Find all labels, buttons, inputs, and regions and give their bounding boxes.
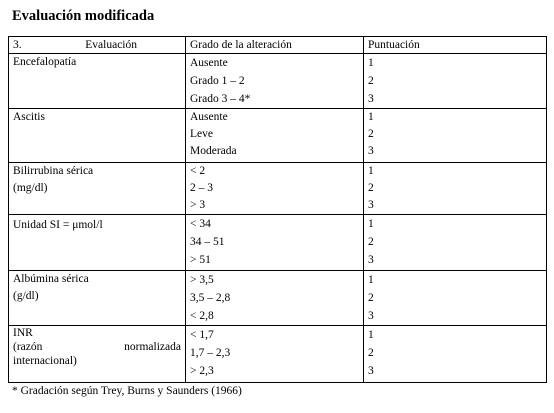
row-label: Unidad SI = μmol/l — [13, 219, 103, 231]
table-row — [9, 163, 547, 215]
row-label-unit: (g/dl) — [13, 290, 39, 302]
score-value: 3 — [368, 145, 374, 157]
score-value: 3 — [368, 199, 374, 211]
grade-value: < 2 — [190, 165, 206, 177]
header-score-cell — [364, 37, 547, 54]
row-label: Albúmina sérica — [13, 273, 89, 285]
grade-value: 34 – 51 — [190, 236, 225, 248]
table-row — [9, 109, 547, 163]
score-value: 3 — [368, 365, 374, 377]
header-score: Puntuación — [368, 39, 420, 51]
header-alteration: Grado de la alteración — [190, 39, 292, 51]
score-value: 2 — [368, 75, 374, 87]
grade-value: > 2,3 — [190, 365, 214, 377]
score-value: 2 — [368, 292, 374, 304]
grade-value: 3,5 – 2,8 — [190, 292, 231, 304]
table-row — [9, 271, 547, 326]
row-scores-cell — [364, 163, 547, 215]
row-label-description — [13, 340, 181, 354]
row-label-cell — [9, 109, 186, 163]
score-value: 3 — [368, 93, 374, 105]
score-value: 3 — [368, 310, 374, 322]
score-value: 2 — [368, 182, 374, 194]
row-label: Ascitis — [13, 111, 45, 123]
score-value: 2 — [368, 347, 374, 359]
score-value: 1 — [368, 329, 374, 341]
row-grades-cell — [186, 163, 364, 215]
score-value: 3 — [368, 254, 374, 266]
row-label-word: normalizada — [124, 341, 181, 353]
row-label-word: internacional) — [13, 355, 77, 367]
header-alteration-cell — [186, 37, 364, 54]
score-value: 1 — [368, 111, 374, 123]
grade-value: Grado 1 – 2 — [190, 75, 245, 87]
grade-value: > 3 — [190, 199, 206, 211]
grade-value: Ausente — [190, 57, 228, 69]
row-label-cell — [9, 326, 186, 383]
row-scores-cell — [364, 54, 547, 109]
row-label: Bilirrubina sérica — [13, 165, 94, 177]
row-label-cell — [9, 54, 186, 109]
header-number: 3. — [13, 39, 22, 51]
grade-value: 1,7 – 2,3 — [190, 347, 231, 359]
table-row — [9, 215, 547, 271]
score-value: 1 — [368, 218, 374, 230]
row-grades-cell — [186, 54, 364, 109]
grade-value: Leve — [190, 128, 213, 140]
row-label: INR — [13, 327, 33, 339]
grade-value: 2 – 3 — [190, 182, 213, 194]
grade-value: Moderada — [190, 145, 237, 157]
evaluation-table — [8, 36, 547, 383]
page-title: Evaluación modificada — [12, 8, 155, 24]
score-value: 2 — [368, 236, 374, 248]
row-label-cell — [9, 271, 186, 326]
grade-value: < 2,8 — [190, 310, 214, 322]
footnote: * Gradación según Trey, Burns y Saunders (1966) — [12, 385, 242, 397]
row-label-cell — [9, 215, 186, 271]
row-scores-cell — [364, 215, 547, 271]
grade-value: Grado 3 – 4* — [190, 93, 251, 105]
row-grades-cell — [186, 109, 364, 163]
row-grades-cell — [186, 215, 364, 271]
row-scores-cell — [364, 271, 547, 326]
row-grades-cell — [186, 271, 364, 326]
row-label-unit: (mg/dl) — [13, 182, 48, 194]
row-scores-cell — [364, 326, 547, 383]
grade-value: Ausente — [190, 111, 228, 123]
row-label-cell — [9, 163, 186, 215]
row-label-word: (razón — [13, 341, 43, 353]
score-value: 1 — [368, 57, 374, 69]
row-label: Encefalopatía — [13, 56, 77, 68]
header-evaluation-cell — [9, 37, 186, 54]
grade-value: > 3,5 — [190, 274, 214, 286]
grade-value: > 51 — [190, 254, 211, 266]
header-evaluation: Evaluación — [85, 39, 137, 51]
table-row — [9, 54, 547, 109]
grade-value: < 34 — [190, 218, 211, 230]
score-value: 1 — [368, 274, 374, 286]
table-header-row — [9, 37, 547, 54]
score-value: 1 — [368, 165, 374, 177]
table-row — [9, 326, 547, 383]
row-scores-cell — [364, 109, 547, 163]
score-value: 2 — [368, 128, 374, 140]
row-grades-cell — [186, 326, 364, 383]
grade-value: < 1,7 — [190, 329, 214, 341]
